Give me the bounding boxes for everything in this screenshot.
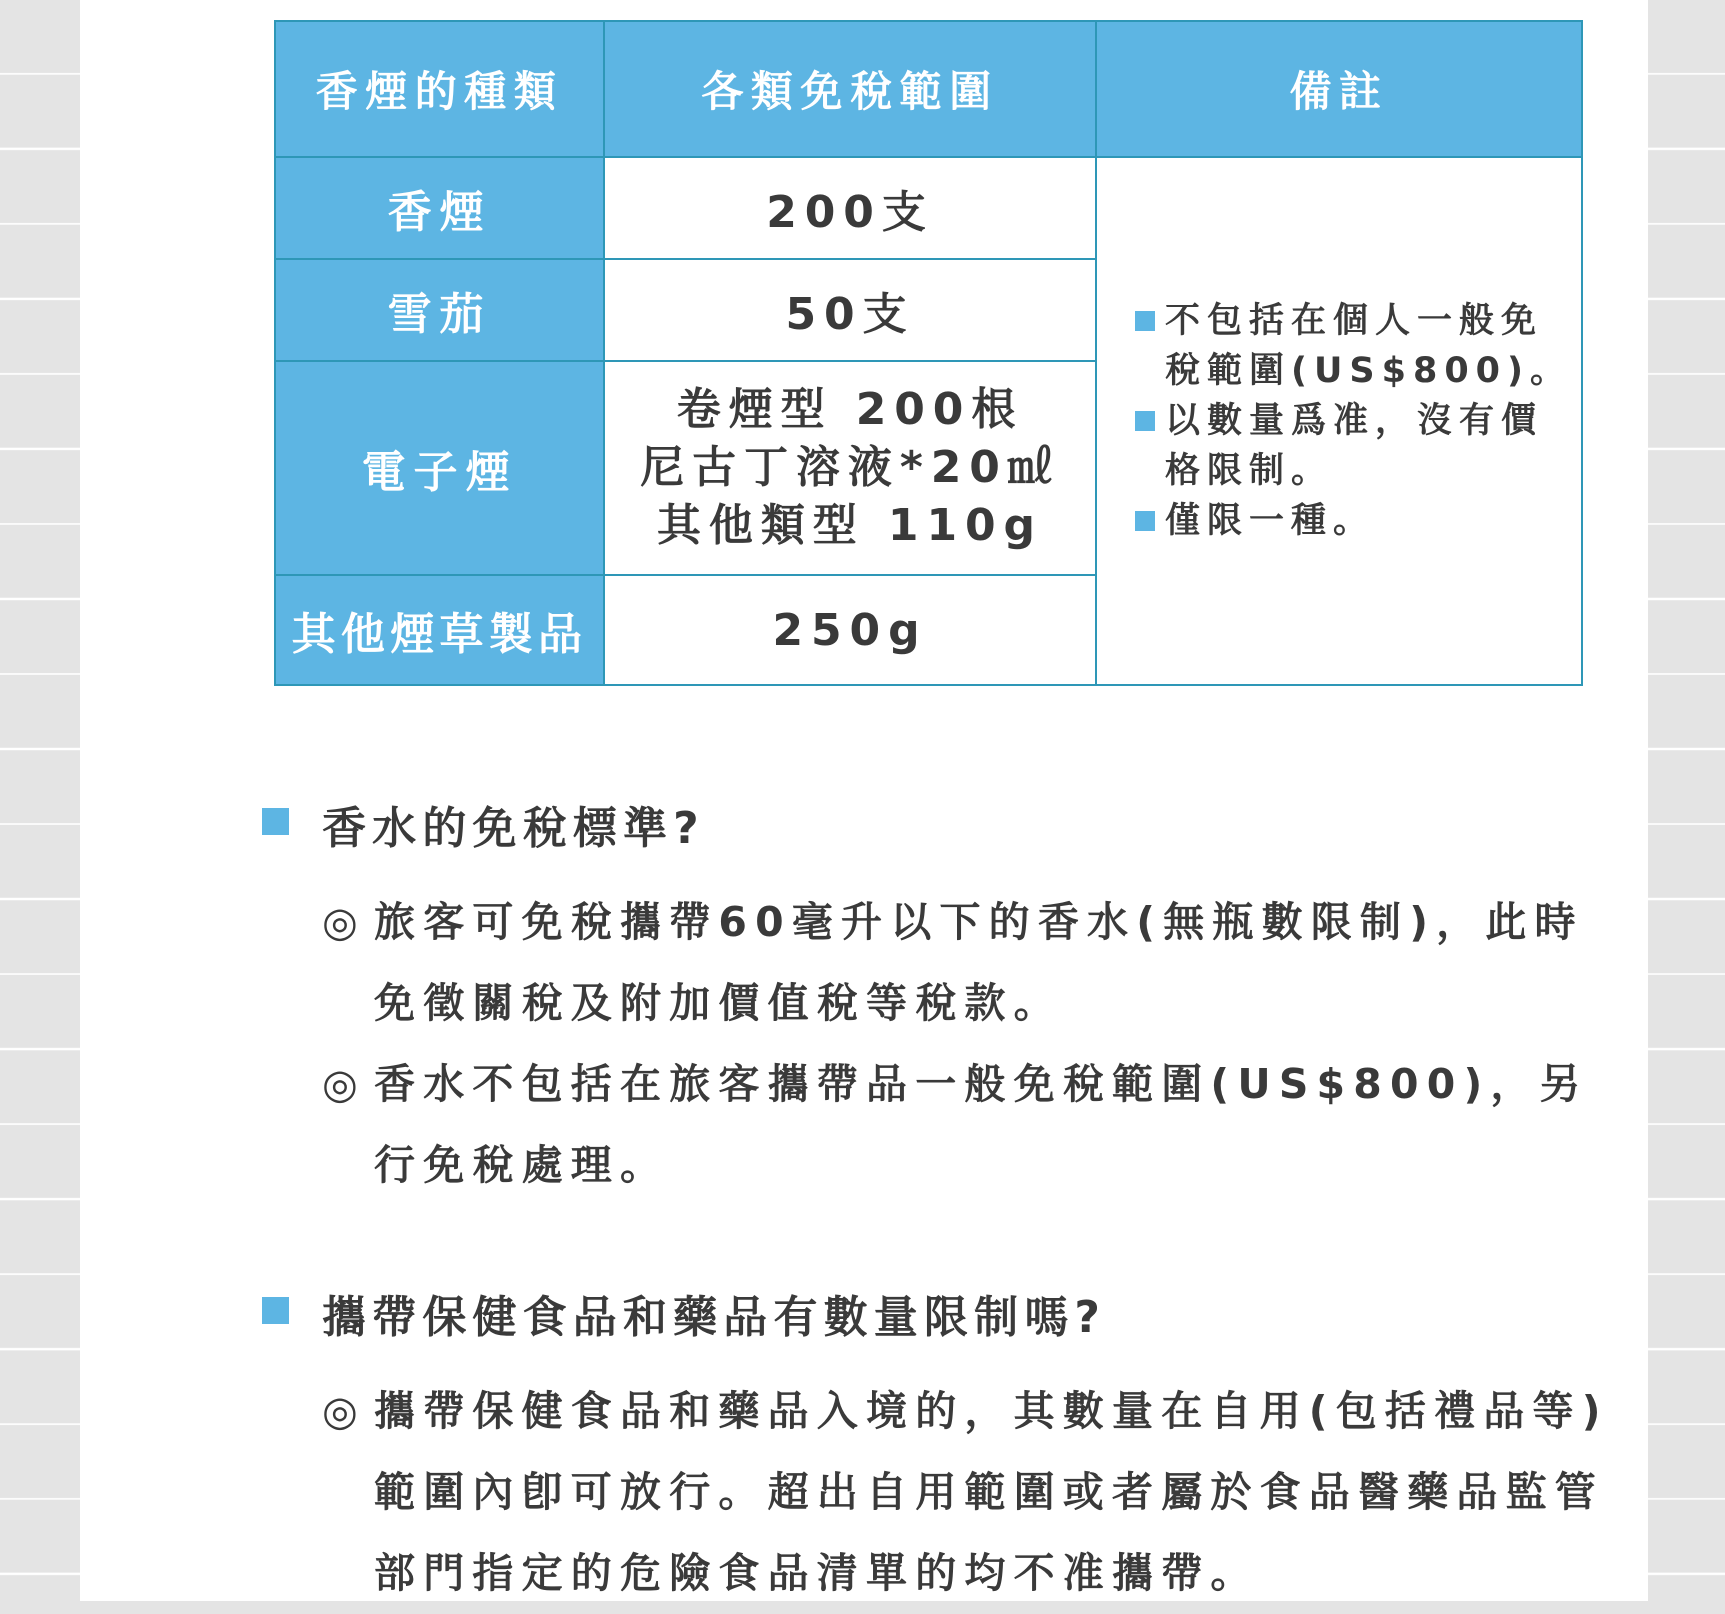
square-bullet-icon	[1135, 411, 1155, 431]
paragraph	[322, 1044, 1622, 1206]
row-allowance-cigars: 50支	[604, 259, 1096, 361]
paragraph-text: 香水不包括在旅客攜帶品一般免稅範圍(US$800)，另行免稅處理。	[374, 1060, 1589, 1189]
allowance-line: 尼古丁溶液*20㎖	[640, 442, 1060, 493]
section-heading	[262, 1281, 1622, 1341]
row-category-e-cigarettes: 電子煙	[275, 361, 604, 575]
row-category-cigars: 雪茄	[275, 259, 604, 361]
section-title: 攜帶保健食品和藥品有數量限制嗎?	[322, 1292, 1107, 1343]
section-title: 香水的免稅標準?	[322, 803, 705, 854]
row-allowance-other-tobacco: 250g	[604, 575, 1096, 685]
perfume-section	[262, 792, 1622, 1206]
row-category-other-tobacco: 其他煙草製品	[275, 575, 604, 685]
notes-list	[1135, 296, 1581, 546]
paragraph-text: 攜帶保健食品和藥品入境的，其數量在自用(包括禮品等)範圍內卽可放行。超出自用範圍或者屬於食品醫藥品監管部門指定的危險食品清單的均不准攜帶。	[374, 1387, 1609, 1597]
note-item: 以數量爲准，沒有價格限制。	[1135, 396, 1581, 496]
paragraph-text: 旅客可免稅攜帶60毫升以下的香水(無瓶數限制)，此時免徵關稅及附加價值稅等稅款。	[374, 898, 1584, 1027]
section-heading	[262, 792, 1622, 852]
allowance-line: 卷煙型 200根	[676, 384, 1024, 435]
square-bullet-icon	[1135, 511, 1155, 531]
double-circle-icon: ◎	[322, 1060, 366, 1108]
document-page	[80, 0, 1648, 1601]
paragraph	[322, 882, 1622, 1044]
header-allowance: 各類免稅範圍	[604, 21, 1096, 157]
row-allowance-e-cigarettes	[604, 361, 1096, 575]
header-tobacco-type: 香煙的種類	[275, 21, 604, 157]
square-bullet-icon	[1135, 311, 1155, 331]
tobacco-allowance-table	[274, 20, 1583, 686]
double-circle-icon: ◎	[322, 1387, 366, 1435]
table-header-row	[275, 21, 1582, 157]
note-item: 不包括在個人一般免稅範圍(US$800)。	[1135, 296, 1581, 396]
note-item: 僅限一種。	[1135, 496, 1581, 546]
allowance-line: 其他類型 110g	[657, 500, 1043, 551]
double-circle-icon: ◎	[322, 898, 366, 946]
header-notes: 備註	[1096, 21, 1582, 157]
health-food-section	[262, 1281, 1622, 1614]
paragraph	[322, 1371, 1622, 1614]
row-allowance-cigarettes: 200支	[604, 157, 1096, 259]
notes-cell	[1096, 157, 1582, 685]
square-bullet-icon	[262, 808, 289, 835]
row-category-cigarettes: 香煙	[275, 157, 604, 259]
square-bullet-icon	[262, 1297, 289, 1324]
table-row	[275, 157, 1582, 259]
